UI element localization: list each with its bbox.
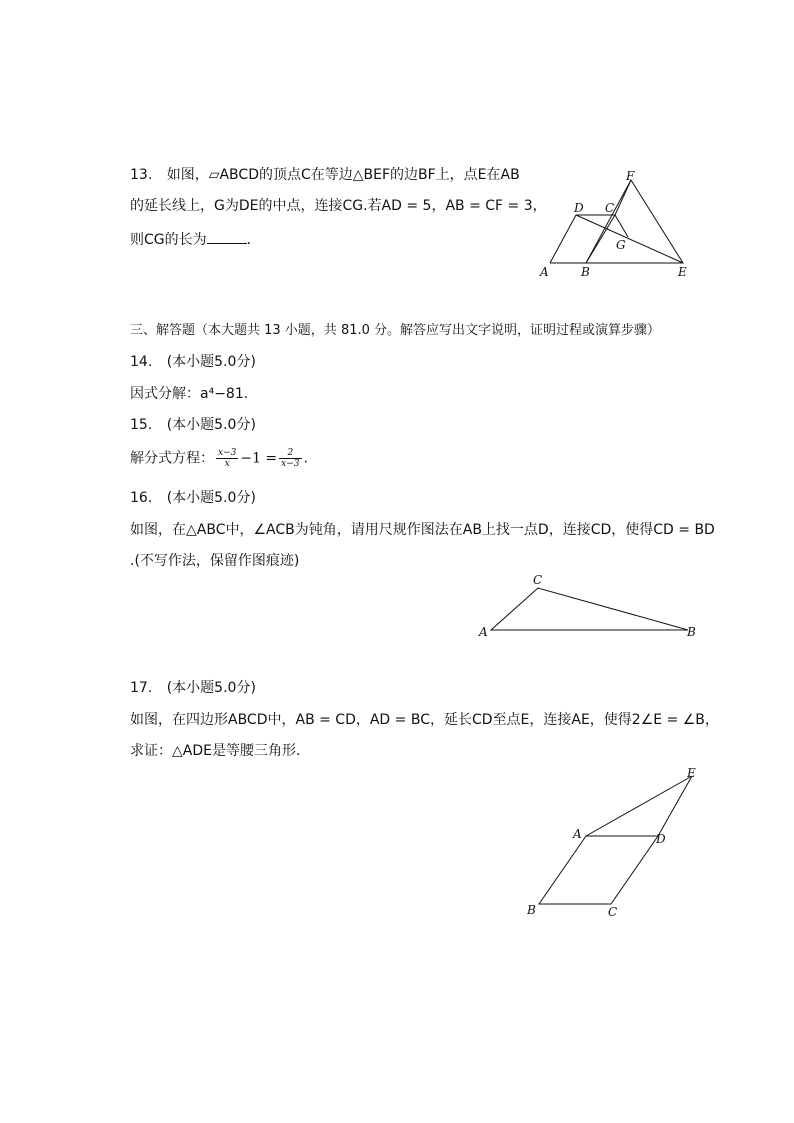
label-a: A bbox=[479, 625, 488, 639]
q17-number: 17. bbox=[130, 680, 153, 696]
label-d: D bbox=[574, 201, 584, 215]
segment-de bbox=[576, 215, 683, 263]
label-a: A bbox=[573, 827, 582, 841]
label-e: E bbox=[678, 265, 687, 279]
q17-text-1: 如图，在四边形ABCD中，AB = CD，AD = BC，延长CD至点E，连接AE，使得2∠E = ∠B， bbox=[130, 712, 719, 728]
q16-number: 16. bbox=[130, 490, 153, 506]
q15-fraction-2: $\frac{2}{x-3}$ bbox=[281, 448, 300, 469]
q13-text-3-end: ． bbox=[246, 232, 261, 248]
q15-header bbox=[130, 415, 256, 435]
parallelogram-abcd bbox=[539, 836, 658, 904]
q13-number: 13. bbox=[130, 167, 153, 183]
label-b: B bbox=[527, 903, 536, 917]
label-f: F bbox=[626, 169, 635, 183]
triangle-abc bbox=[491, 588, 688, 630]
triangle-bef bbox=[586, 180, 683, 263]
q16-text-2: .(不写作法，保留作图痕迹) bbox=[130, 553, 300, 569]
q14-number: 14. bbox=[130, 354, 153, 370]
q15-end: . bbox=[303, 450, 308, 467]
q15-number: 15. bbox=[130, 417, 153, 433]
q15-prefix: 解分式方程： bbox=[130, 450, 214, 467]
q16-score: (本小题5.0分) bbox=[166, 490, 256, 506]
q14-text: 因式分解：a⁴−81. bbox=[130, 386, 249, 402]
q13-figure bbox=[530, 160, 710, 285]
q14-header bbox=[130, 352, 256, 372]
parallelogram-abcd bbox=[550, 215, 615, 263]
label-b: B bbox=[687, 625, 696, 639]
label-e: E bbox=[687, 766, 696, 780]
q15-mid: −1 = bbox=[240, 450, 278, 467]
q13-line1 bbox=[130, 165, 520, 185]
q13-line3 bbox=[130, 229, 261, 250]
label-d: D bbox=[656, 832, 666, 846]
q13-text-2: 的延长线上，G为DE的中点，连接CG.若AD = 5，AB = CF = 3， bbox=[130, 198, 547, 214]
q14-score: (本小题5.0分) bbox=[166, 354, 256, 370]
segment-ae bbox=[586, 776, 692, 836]
label-c: C bbox=[533, 573, 543, 587]
q13-text-1: 如图，▱ABCD的顶点C在等边△BEF的边BF上，点E在AB bbox=[166, 167, 520, 183]
q15-score: (本小题5.0分) bbox=[166, 417, 256, 433]
q17-figure bbox=[520, 760, 710, 925]
label-b: B bbox=[581, 265, 590, 279]
label-g: G bbox=[616, 238, 626, 252]
label-c: C bbox=[608, 905, 618, 919]
q17-score: (本小题5.0分) bbox=[166, 680, 256, 696]
label-c: C bbox=[605, 201, 615, 215]
label-a: A bbox=[540, 265, 549, 279]
q15-equation bbox=[130, 448, 308, 469]
q15-fraction-1: $\frac{x-3}{x}$ bbox=[218, 448, 237, 469]
q16-text-1: 如图，在△ABC中，∠ACB为钝角，请用尺规作图法在AB上找一点D，连接CD，使得CD = BD bbox=[130, 522, 715, 538]
q16-header bbox=[130, 488, 256, 508]
q16-figure bbox=[470, 568, 705, 648]
q17-header bbox=[130, 678, 256, 698]
section-heading: 三、解答题（本大题共 13 小题，共 81.0 分。解答应写出文字说明，证明过程或演算步骤） bbox=[130, 323, 661, 338]
q17-text-2: 求证：△ADE是等腰三角形． bbox=[130, 743, 310, 759]
q13-text-3: 则CG的长为 bbox=[130, 232, 207, 248]
answer-blank bbox=[207, 229, 247, 244]
